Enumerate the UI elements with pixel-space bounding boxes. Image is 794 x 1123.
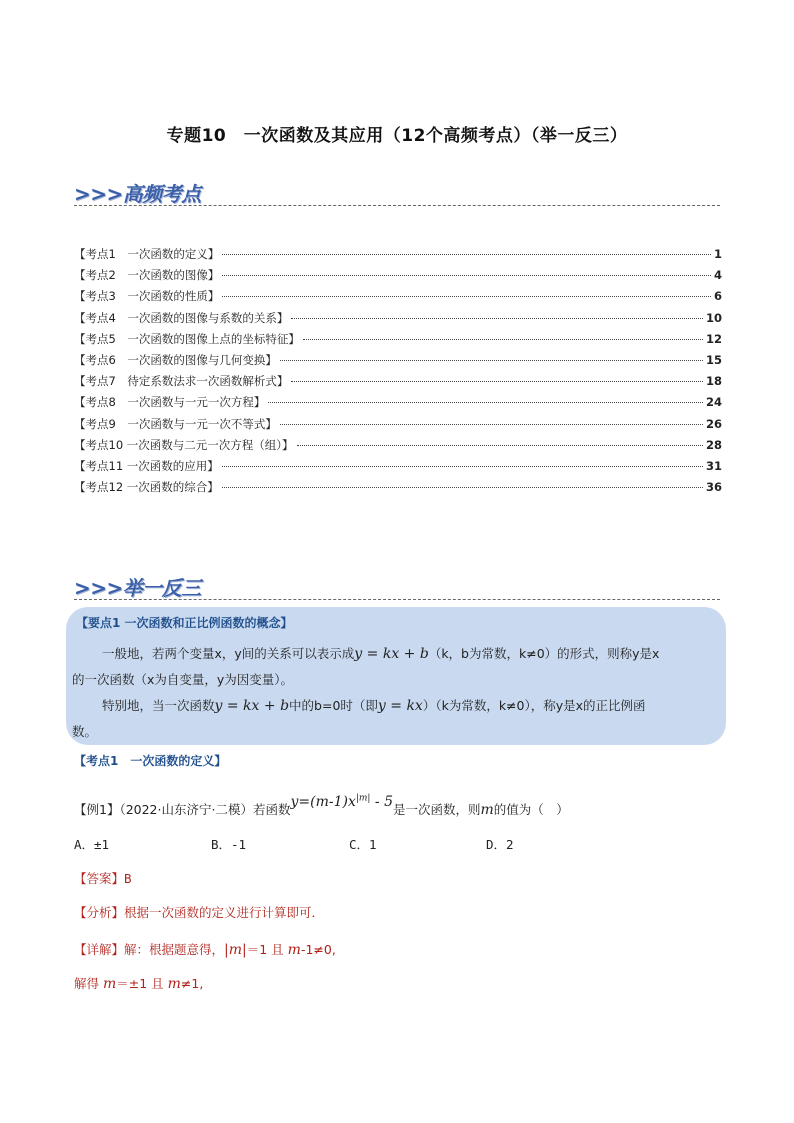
toc-page: 28 — [705, 437, 722, 452]
concept-line-3: 特别地，当一次函数y = kx + b中的b=0时（即y = kx）（k为常数，k≠0），称y是x的正比例函 — [102, 698, 646, 714]
toc-page: 36 — [705, 480, 722, 495]
dashed-divider — [74, 599, 720, 600]
answer-value: B — [124, 871, 132, 886]
formula: y = kx + b — [214, 698, 290, 714]
toc-label: 【考点9 一次函数与一元一次不等式】 — [74, 416, 277, 431]
toc-page: 6 — [713, 289, 722, 304]
section-header-examples — [74, 572, 720, 602]
toc-page: 4 — [713, 268, 722, 283]
formula: y = kx — [377, 698, 423, 714]
toc-page: 12 — [705, 331, 722, 346]
analysis-text: 根据一次函数的定义进行计算即可． — [124, 905, 325, 920]
toc-item[interactable] — [74, 288, 722, 309]
toc-label: 【考点7 待定系数法求一次函数解析式】 — [74, 374, 289, 389]
detail-line: 【详解】解：根据题意得，|m|＝1 且 m-1≠0, — [74, 942, 336, 958]
concept-line-4: 数。 — [72, 724, 98, 739]
toc-item[interactable] — [74, 437, 722, 458]
option-b[interactable]: B．-1 — [211, 837, 247, 852]
toc-page: 15 — [705, 352, 722, 367]
answer-tag: 【答案】 — [74, 871, 125, 886]
concept-line-1: 一般地，若两个变量x，y间的关系可以表示成y = kx + b（k，b为常数，k≠0）的形式，则称y是x — [102, 646, 660, 662]
toc-item[interactable] — [74, 310, 722, 331]
toc-item[interactable] — [74, 246, 722, 267]
toc-item[interactable] — [74, 416, 722, 437]
analysis-tag: 【分析】 — [74, 905, 125, 920]
toc-item[interactable] — [74, 352, 722, 373]
dashed-divider — [74, 205, 720, 206]
toc-item[interactable] — [74, 479, 722, 500]
toc-label: 【考点1 一次函数的定义】 — [74, 247, 220, 261]
toc-page: 26 — [705, 416, 722, 431]
answer-line — [74, 869, 132, 887]
concept-title: 【要点1 一次函数和正比例函数的概念】 — [76, 616, 293, 630]
example-tag: 【例1】 — [74, 802, 120, 817]
option-d[interactable]: D．2 — [486, 837, 514, 852]
detail-tag: 【详解】 — [74, 942, 125, 957]
example-question: 【例1】（2022·山东济宁·二模）若函数$y=(m-1)x^{|m|} - 5$是一次函数，则m的值为（ ） — [74, 793, 569, 818]
toc-label: 【考点4 一次函数的图像与系数的关系】 — [74, 310, 289, 325]
toc-item[interactable] — [74, 373, 722, 394]
concept-line-2: 的一次函数（x为自变量，y为因变量）。 — [72, 672, 294, 687]
toc-label: 【考点6 一次函数的图像与几何变换】 — [74, 352, 277, 367]
kaodian-heading: 【考点1 一次函数的定义】 — [74, 754, 227, 768]
toc-page: 31 — [705, 458, 722, 473]
toc-label: 【考点5 一次函数的图像上点的坐标特征】 — [74, 331, 300, 346]
toc-page: 24 — [705, 395, 722, 410]
toc-label: 【考点12 一次函数的综合】 — [74, 480, 219, 495]
solve-line: 解得 m＝±1 且 m≠1, — [74, 976, 204, 992]
table-of-contents — [74, 246, 722, 500]
toc-label: 【考点10 一次函数与二元一次方程（组）】 — [74, 437, 294, 452]
toc-item[interactable] — [74, 267, 722, 288]
section-header-high-frequency — [74, 178, 720, 208]
toc-label: 【考点11 一次函数的应用】 — [74, 458, 219, 473]
page-title: 专题10 一次函数及其应用（12个高频考点）（举一反三） — [166, 126, 628, 146]
toc-item[interactable] — [74, 394, 722, 415]
toc-item[interactable] — [74, 331, 722, 352]
toc-label: 【考点3 一次函数的性质】 — [74, 289, 220, 304]
toc-page: 10 — [705, 310, 722, 325]
example-formula: $y=(m-1)x^{|m|} - 5$ — [290, 793, 393, 810]
section-banner: >>>举一反三 — [74, 576, 201, 600]
toc-item[interactable] — [74, 458, 722, 479]
toc-label: 【考点2 一次函数的图像】 — [74, 268, 220, 283]
concept-box — [66, 607, 726, 745]
option-c[interactable]: C．1 — [349, 837, 377, 852]
example-source: （2022·山东济宁·二模）若函数 — [119, 802, 291, 817]
formula: y = kx + b — [354, 646, 429, 662]
section-banner: >>>高频考点 — [74, 182, 201, 206]
toc-label: 【考点8 一次函数与一元一次方程】 — [74, 395, 266, 410]
toc-page: 1 — [713, 247, 722, 261]
option-a[interactable]: A．±1 — [74, 837, 110, 852]
toc-page: 18 — [705, 374, 722, 389]
analysis-line — [74, 903, 324, 921]
